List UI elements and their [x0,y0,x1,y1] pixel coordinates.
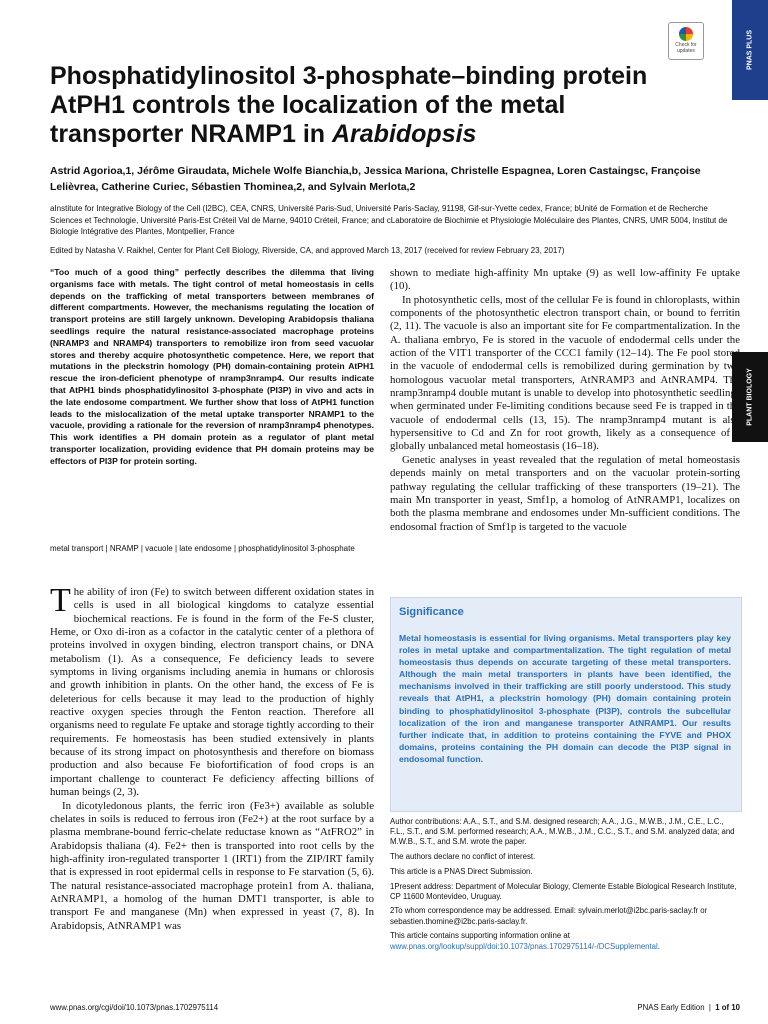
author-list: Astrid Agorioa,1, Jérôme Giraudata, Michele Wolfe Bianchia,b, Jessica Mariona, Christelle Espagnea, Loren Castaingsc, Françoise Lelièvrea, Catherine Curiec, Sébastien Thominea,2, and Sylvain Merlota,2 [50,165,701,193]
pnas-plus-tab: PNAS PLUS [732,0,768,100]
footer-doi-link[interactable]: www.pnas.org/cgi/doi/10.1073/pnas.1702975114 [50,1003,219,1012]
author-contributions: Author contributions: A.A., S.T., and S.M. designed research; A.A., J.G., M.W.B., J.M., C.E., L.C., F.L., S.T., and S.M. performed research; A.A., M.W.B., J.M., C.C., S.T., and S.M. analyzed data; and M.W.B., S.T., and S.M. wrote the paper. [390,817,735,847]
body-column-left [50,582,374,933]
significance-box [390,597,742,812]
keywords: metal transport | NRAMP | vacuole | late endosome | phosphatidylinositol 3-phosphate [50,544,355,553]
correspondence: 2To whom correspondence may be addressed. Email: sylvain.merlot@i2bc.paris-saclay.fr or sebastien.thomine@i2bc.paris-saclay.fr. [390,906,708,926]
body-paragraph: shown to mediate high-affinity Mn uptake (9) as well low-affinity Fe uptake (10). [390,267,740,293]
body-paragraph: In photosynthetic cells, most of the cellular Fe is found in chloroplasts, within components of the photosynthetic electron transport chain, or bound to ferritin (2, 11). The vacuole is also an important site for Fe compartmentalization. In the A. thaliana embryo, Fe is stored in the vacuole of endodermal cells under the action of the VIT1 transporter of the CCC1 family (12–14). The Fe pool stored in the vacuole of endodermal cells is remobilized during germination by two homologous vacuolar metal transporters, AtNRAMP3 and AtNRAMP4. The nramp3nramp4 double mutant is unable to develop into photosynthetic seedlings when germinated under Fe-limiting conditions because seed Fe is trapped in the vacuole of endodermal cells (13, 15). The nramp3nramp4 mutant is also hypersensitive to Cd and Zn for root growth, likely as a consequence of a globally unbalanced metal homeostasis (16–18). [390,293,740,453]
affiliations: aInstitute for Integrative Biology of the Cell (I2BC), CEA, CNRS, Université Paris-Sud, Université Paris-Saclay, 91198, Gif-sur-Yvette cedex, France; bUnité de Formation et de Recherche Sciences et Technologie, Université Paris-Est Créteil Val de Marne, 94010 Créteil, France; and cLaboratoire de Biochimie et Physiologie Moléculaire des Plantes, CNRS, UMR 5004, Institut de Biologie Intégrative des Plantes, Montpellier, France [50,204,728,236]
drop-cap: T [50,582,71,619]
plant-biology-tab: PLANT BIOLOGY [732,352,768,442]
supporting-info: This article contains supporting information online at www.pnas.org/lookup/suppl/doi:10.1073/pnas.1702975114/-/DCSupplemental. [390,931,660,951]
footer-page-info: PNAS Early Edition | 1 of 10 [637,1003,740,1012]
body-paragraph: Genetic analyses in yeast revealed that the regulation of metal homeostasis depends mainly on metal transporters and on the vacuolar protein-sorting pathway regulating the cellular trafficking of these transporters (19–21). The main Mn transporter in yeast, Smf1p, a homolog of AtNRAMP1, localizes on both the plasma membrane and endosomes under Mn-sufficient conditions. The endosomal fraction of Smf1p is targeted to the vacuole [390,453,740,533]
conflict-statement: The authors declare no conflict of interest. [390,852,536,862]
present-address: 1Present address: Department of Molecular Biology, Clemente Estable Biological Research Institute, CP 11600 Montevideo, Uruguay. [390,881,737,901]
edited-by: Edited by Natasha V. Raikhel, Center for Plant Cell Biology, Riverside, CA, and approved March 13, 2017 (received for review February 23, 2017) [50,246,565,255]
crossmark-icon [679,27,693,41]
direct-submission: This article is a PNAS Direct Submission. [390,866,533,876]
footnotes [390,817,740,956]
intro-paragraph: The ability of iron (Fe) to switch between different oxidation states in cells is used in all biological kingdoms to catalyze essential biochemical reactions. Fe is found in the form of the Fe-S cluster, Heme, or Oxo di-iron as a cofactor in the catalytic center of a plethora of proteins involved in oxygen binding, electron transport chains, or DNA metabolism (1). As a consequence, Fe deficiency leads to severe symptoms in living organisms including anemia in humans or chlorosis and growth inhibition in plants. On the other hand, the excess of Fe is deleterious for cells because it may lead to the production of highly reactive oxygen species through the Fenton reaction. Therefore all organisms need to regulate Fe uptake and storage tightly according to their requirements. Fe homeostasis has been studied extensively in plants because of its strong impact on photosynthesis and therefore on biomass production and also because Fe biofortification of food crops is an important challenge to counteract Fe deficiency affecting billions of human beings (2, 3). [50,582,374,799]
body-paragraph: In dicotyledonous plants, the ferric iron (Fe3+) available as soluble chelates in soils is reduced to ferrous iron (Fe2+) at the root surface by a plasma membrane-bound ferric-chelate reductase known as “AtFRO2” in Arabidopsis thaliana (4). Fe2+ then is transported into root cells by the high-affinity iron-regulated transporter 1 (IRT1) from the ZIP/IRT family that is expressed in root epidermal cells in response to Fe starvation (5, 6). The natural resistance-associated macrophage protein1 from A. thaliana, AtNRAMP1, a homolog of the human DMT1 transporter, is able to transport Fe and manganese (Mn) when expressed in yeast (7, 8). In Arabidopsis, AtNRAMP1 was [50,799,374,932]
check-for-updates-badge[interactable]: Check for updates [668,22,704,60]
significance-text: Metal homeostasis is essential for living organisms. Metal transporters play key roles in metal uptake and compartmentalization. The tight regulation of metal homeostasis thus depends on accurate targeting of these metal transporters. Although the main metal transporters in plants have been identified, the mechanisms involved in their trafficking are still poorly understood. This study reveals that AtPH1, a pleckstrin homology (PH) domain containing protein binding to phosphatidylinositol 3-phosphate (PI3P), controls the subcellular localization of the iron and manganese transporter AtNRAMP1. Our results further indicate that, in addition to proteins containing the FYVE and PHOX domains, proteins containing the PH domain can decode the PI3P signal in endosomal function. [399,633,731,764]
pnas-watermark [0,120,34,1020]
abstract: “Too much of a good thing” perfectly describes the dilemma that living organisms face with metals. The tight control of metal homeostasis in cells depends on the trafficking of metal transporters between membranes of different compartments. However, the mechanisms regulating the location of transport proteins are still largely unknown. Developing Arabidopsis thaliana seedlings require the natural resistance-associated macrophage proteins (NRAMP3 and NRAMP4) transporters to remobilize iron from seed vacuolar stores and thereby acquire photosynthetic competence. Here, we report that mutations in the pleckstrin homology (PH) domain-containing protein AtPH1 rescue the iron-deficient phenotype of nramp3nramp4. Our results indicate that AtPH1 binds phosphatidylinositol 3-phosphate (PI3P) in vivo and acts in the late endosome compartment. We further show that loss of AtPH1 function leads to the mislocalization of the metal uptake transporter NRAMP1 to the vacuole, providing a rationale for the reversion of nramp3nramp4 phenotypes. This work identifies a PH domain protein as a regulator of plant metal transporter localization, providing evidence that PH domain proteins may be effectors of PI3P for protein sorting. [50,267,374,466]
significance-title: Significance [399,606,464,618]
article-title: Phosphatidylinositol 3-phosphate–binding protein AtPH1 controls the localization of the metal transporter NRAMP1 in Arabidopsis [50,62,648,148]
supporting-info-link[interactable]: www.pnas.org/lookup/suppl/doi:10.1073/pnas.1702975114/-/DCSupplemental [390,941,658,951]
body-column-right [390,267,740,534]
